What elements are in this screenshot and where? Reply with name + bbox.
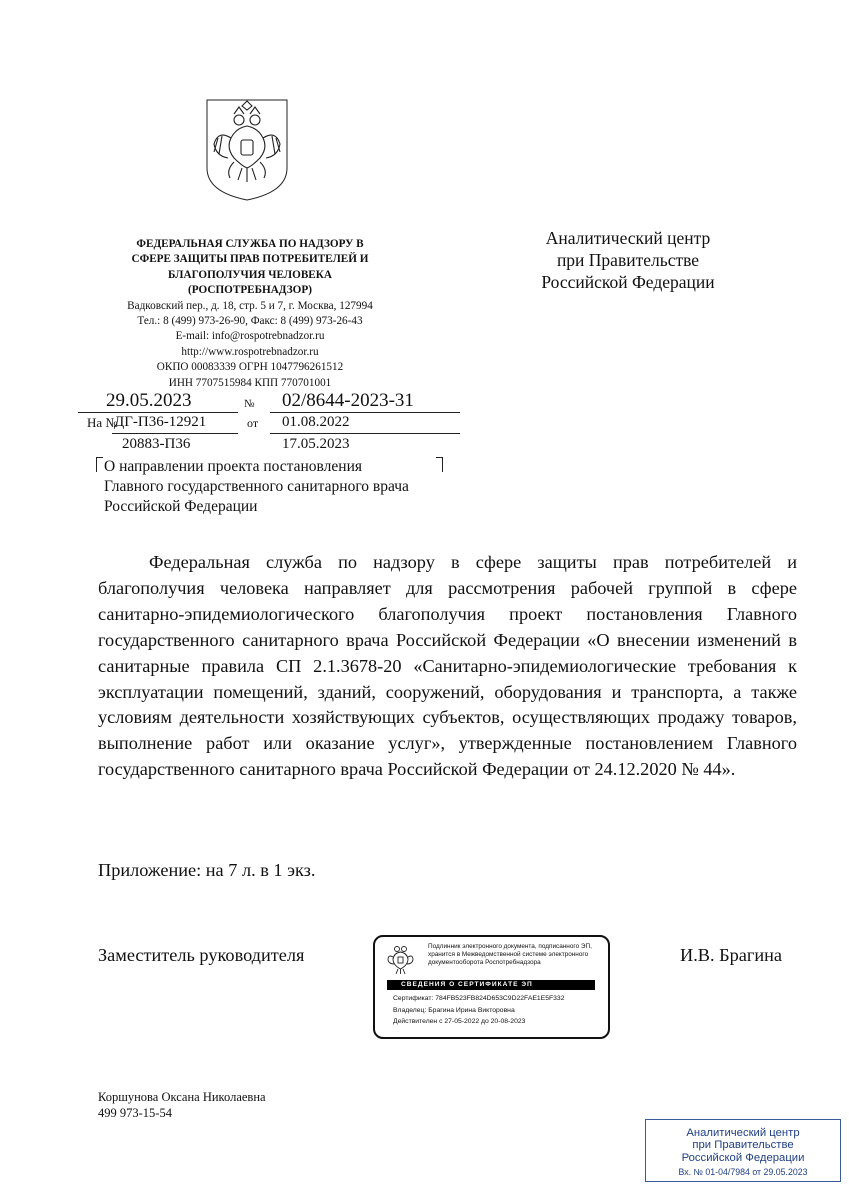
org-name-line: СФЕРЕ ЗАЩИТЫ ПРАВ ПОТРЕБИТЕЛЕЙ И [131, 253, 369, 266]
outgoing-number: 02/8644-2023-31 [282, 390, 414, 411]
reference-underline [112, 433, 238, 434]
org-name-line: ФЕДЕРАЛЬНАЯ СЛУЖБА ПО НАДЗОРУ В [136, 238, 364, 250]
org-okpo-ogrn: ОКПО 00083339 ОГРН 1047796261512 [156, 361, 344, 374]
stamp-certificate-header: СВЕДЕНИЯ О СЕРТИФИКАТЕ ЭП [387, 980, 595, 990]
document-subject [104, 457, 464, 517]
incoming-stamp-org [646, 1127, 840, 1164]
letter-body-paragraph: Федеральная служба по надзору в сфере защиты прав потребителей и благополучия человека направляет для рассмотрения рабочей группой в сфере санитарно-эпидемиологического благополучия проект постановления Главного государственного санитарного врача Российской Федерации «О внесении изменений в санитарные правила СП 2.1.3678-20 «Санитарно-эпидемиологические требования к эксплуатации помещений, зданий, сооружений, оборудования и транспорта, а также условиям деятельности хозяйствующих субъектов, осуществляющих продажу товаров, выполнение работ или оказание услуг», утвержденные постановлением Главного государственного санитарного врача Российской Федерации от 24.12.2020 № 44». [98, 552, 797, 780]
reference-number: ДГ-П36-12921 [114, 414, 207, 430]
signatory-position: Заместитель руководителя [98, 945, 305, 965]
org-name-line: БЛАГОПОЛУЧИЯ ЧЕЛОВЕКА [168, 268, 332, 281]
stamp-original-note [428, 943, 603, 966]
addressee-block [510, 227, 746, 293]
incoming-registration-stamp [645, 1119, 841, 1182]
executor-block [98, 1089, 266, 1121]
stamp-owner: Владелец: Брагина Ирина Викторовна [393, 1007, 515, 1014]
addressee-line: Аналитический центр [545, 228, 711, 248]
outgoing-date: 29.05.2023 [106, 390, 192, 411]
reference-date-underline [270, 433, 460, 434]
incoming-stamp-line: Аналитический центр [686, 1127, 800, 1139]
org-inn-kpp: ИНН 7707515984 КПП 770701001 [168, 376, 332, 389]
reference-date: 01.08.2022 [282, 414, 350, 430]
stamp-note-line: Подлинник электронного документа, подписанного ЭП, [428, 943, 592, 950]
incoming-stamp-reg-number: Вх. № 01-04/7984 от 29.05.2023 [678, 1166, 808, 1177]
stamp-note-line: хранится в Межведомственной системе электронного [428, 950, 589, 958]
sender-organization-block [80, 237, 420, 391]
incoming-stamp-line: Российской Федерации [681, 1151, 805, 1164]
org-address: Вадковский пер., д. 18, стр. 5 и 7, г. Москва, 127994 [127, 299, 373, 312]
number-underline [270, 412, 460, 413]
appendix-note: Приложение: на 7 л. в 1 экз. [98, 860, 316, 880]
org-name-line: (РОСПОТРЕБНАДЗОР) [188, 284, 312, 297]
subject-line: Главного государственного санитарного врача [104, 478, 409, 495]
reference-date-2: 17.05.2023 [282, 436, 350, 452]
subject-line: О направлении проекта постановления [104, 458, 363, 475]
stamp-emblem-icon [387, 942, 414, 975]
reference-number-2: 20883-П36 [122, 436, 191, 452]
subject-line: Российской Федерации [104, 498, 258, 515]
org-phone: Тел.: 8 (499) 973-26-90, Факс: 8 (499) 973-26-43 [137, 315, 363, 328]
reference-label: На № [87, 415, 118, 430]
reference-from-label: от [247, 416, 259, 430]
addressee-line: Российской Федерации [541, 272, 715, 292]
subject-corner-left [96, 457, 103, 472]
signatory-name: И.В. Брагина [680, 945, 783, 965]
stamp-validity: Действителен с 27-05-2022 до 20-08-2023 [393, 1018, 526, 1025]
org-email: E-mail: info@rospotrebnadzor.ru [175, 330, 325, 343]
electronic-signature-stamp [373, 935, 610, 1039]
stamp-certificate-id: Сертификат: 784FB523FB824D653C9D22FAE1E5F332 [393, 995, 565, 1002]
org-website: http://www.rospotrebnadzor.ru [181, 345, 319, 358]
stamp-note-line: документооборота Роспотребнадзора [428, 958, 541, 966]
date-underline [78, 412, 238, 413]
executor-name: Коршунова Оксана Николаевна [98, 1090, 266, 1104]
addressee-line: при Правительстве [556, 250, 700, 270]
executor-phone: 499 973-15-54 [98, 1106, 172, 1120]
coat-of-arms-emblem [204, 98, 290, 202]
incoming-stamp-line: при Правительстве [692, 1139, 794, 1152]
number-sign: № [244, 398, 255, 410]
